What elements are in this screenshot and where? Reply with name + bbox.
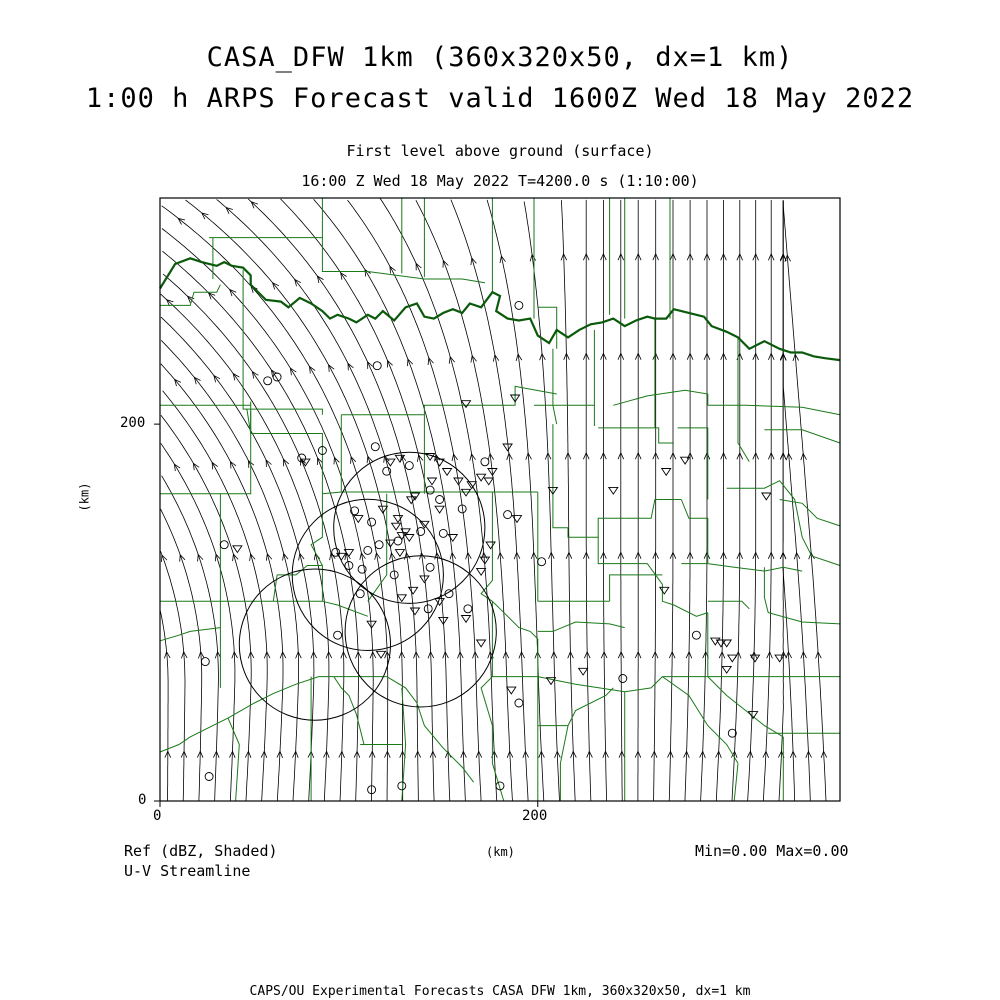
station-triangle: [462, 616, 471, 623]
streamline: [314, 199, 466, 801]
station-triangle: [477, 568, 486, 575]
streamline-arrow: [290, 368, 296, 375]
y-axis-label: (km): [77, 482, 92, 512]
station-circle: [334, 631, 342, 639]
county-line: [678, 428, 708, 500]
station-triangle: [507, 687, 516, 694]
streamline: [161, 551, 186, 801]
station-circle: [356, 590, 364, 598]
station-triangle: [233, 546, 242, 553]
station-circle: [515, 699, 523, 707]
county-line: [734, 763, 738, 801]
county-line: [334, 677, 364, 745]
county-line: [662, 584, 707, 616]
plot-frame: [160, 198, 840, 801]
streamline: [716, 200, 723, 801]
county-line: [492, 677, 662, 692]
county-line: [727, 481, 795, 500]
county-line: [538, 622, 625, 631]
station-triangle: [728, 655, 737, 662]
county-line: [387, 677, 474, 783]
station-triangle: [662, 469, 671, 476]
county-line: [708, 601, 750, 609]
county-line: [322, 415, 341, 494]
station-triangle: [513, 516, 522, 523]
county-line: [568, 518, 625, 537]
streamline: [562, 200, 576, 801]
y-tick-label: 0: [138, 792, 147, 808]
county-line: [311, 494, 322, 602]
streamline-arrow: [193, 463, 199, 470]
county-line: [251, 411, 323, 494]
station-triangle: [411, 608, 420, 615]
station-triangle: [579, 668, 588, 675]
streamline: [161, 415, 251, 801]
streamline: [586, 200, 591, 801]
station-triangle: [711, 638, 720, 645]
station-triangle: [462, 489, 471, 496]
county-line: [538, 688, 614, 726]
station-circle: [398, 782, 406, 790]
station-triangle: [477, 640, 486, 647]
station-circle: [273, 373, 281, 381]
county-line: [243, 270, 322, 415]
station-circle: [481, 458, 489, 466]
county-line: [553, 349, 557, 424]
station-circle: [405, 462, 413, 470]
streamline: [732, 200, 740, 801]
station-triangle: [775, 655, 784, 662]
county-line: [553, 424, 568, 528]
streamline: [685, 200, 690, 801]
station-triangle: [681, 457, 690, 464]
station-circle: [373, 362, 381, 370]
station-triangle: [354, 516, 363, 523]
streamline: [416, 200, 513, 801]
streamline: [524, 201, 559, 801]
axis-ticks: [154, 424, 538, 807]
station-circle: [436, 496, 444, 504]
station-triangle: [397, 533, 406, 540]
title-line-2: 1:00 h ARPS Forecast valid 1600Z Wed 18 May 2022: [85, 83, 915, 114]
station-triangle: [443, 469, 452, 476]
streamline-arrow: [174, 464, 180, 471]
streamline-arrow: [212, 462, 218, 469]
x-axis-label: (km): [486, 845, 515, 859]
streamline-arrow: [310, 367, 316, 374]
station-triangle: [428, 478, 437, 485]
streamline: [161, 294, 329, 801]
y-tick-label: 200: [120, 415, 146, 431]
county-line: [613, 390, 708, 405]
station-triangle: [392, 523, 401, 530]
county-line: [708, 677, 784, 737]
station-circle: [358, 565, 366, 573]
county-line: [681, 500, 708, 564]
station-circle: [220, 541, 228, 549]
streamline-arrow: [365, 270, 371, 277]
county-line: [492, 601, 537, 639]
station-triangle: [409, 587, 418, 594]
streamline: [163, 274, 344, 801]
station-triangle: [395, 550, 404, 557]
station-circle: [201, 658, 209, 666]
legend-streamline: U-V Streamline: [124, 862, 251, 880]
station-circle: [205, 773, 213, 781]
streamline: [451, 200, 528, 801]
station-circle: [692, 631, 700, 639]
streamline: [603, 200, 606, 801]
county-line: [681, 564, 802, 572]
station-circle: [383, 467, 391, 475]
streamline: [763, 200, 771, 801]
county-line: [598, 537, 662, 584]
county-line: [160, 628, 220, 641]
county-line: [322, 238, 485, 283]
station-circle: [464, 605, 472, 613]
station-circle: [368, 518, 376, 526]
station-circle: [426, 486, 434, 494]
streamline: [621, 200, 622, 801]
county-boundaries: [160, 198, 840, 801]
streamline: [701, 200, 707, 801]
subtitle-level: First level above ground (surface): [346, 142, 654, 160]
station-circle: [504, 511, 512, 519]
streamline: [748, 200, 756, 801]
county-line: [273, 575, 277, 601]
streamline: [348, 200, 482, 801]
station-triangle: [397, 595, 406, 602]
county-line: [560, 726, 568, 801]
county-line: [598, 428, 674, 443]
station-circle: [364, 546, 372, 554]
streamline: [163, 391, 268, 801]
streamline: [248, 199, 434, 801]
county-line: [322, 601, 367, 616]
county-line: [662, 677, 738, 764]
streamline-layer: [160, 198, 827, 801]
legend-reflectivity: Ref (dBZ, Shaded): [124, 842, 278, 860]
county-line: [610, 575, 663, 601]
county-line: [780, 500, 840, 526]
station-triangle: [749, 712, 758, 719]
station-circle: [264, 377, 272, 385]
station-circle: [515, 301, 523, 309]
min-max-readout: Min=0.00 Max=0.00: [695, 842, 849, 860]
x-tick-label: 0: [153, 808, 162, 824]
station-triangle: [722, 666, 731, 673]
title-line-1: CASA_DFW 1km (360x320x50, dx=1 km): [206, 42, 794, 73]
station-triangle: [435, 506, 444, 513]
station-circle: [439, 529, 447, 537]
station-circle: [538, 558, 546, 566]
county-line: [228, 718, 239, 801]
station-triangle: [762, 493, 771, 500]
station-triangle: [609, 487, 618, 494]
county-line: [708, 405, 840, 414]
station-circle: [426, 563, 434, 571]
station-triangle: [486, 542, 495, 549]
station-triangle: [660, 587, 669, 594]
radar-ring: [334, 452, 485, 603]
county-line: [764, 567, 840, 624]
streamline: [217, 199, 419, 801]
streamline: [162, 476, 219, 801]
station-triangle: [377, 651, 386, 658]
station-triangle: [407, 497, 416, 504]
footer-caption: CAPS/OU Experimental Forecasts CASA DFW 1km, 360x320x50, dx=1 km: [249, 984, 751, 999]
streamline: [281, 199, 450, 801]
streamline-map: [160, 198, 840, 801]
county-line: [795, 500, 840, 566]
station-circle: [375, 541, 383, 549]
x-tick-label: 200: [522, 808, 548, 824]
station-circle: [371, 443, 379, 451]
station-circle: [619, 675, 627, 683]
county-line: [160, 677, 334, 752]
county-line: [209, 198, 322, 238]
subtitle-time: 16:00 Z Wed 18 May 2022 T=4200.0 s (1:10:00): [301, 172, 699, 190]
station-triangle: [484, 478, 493, 485]
